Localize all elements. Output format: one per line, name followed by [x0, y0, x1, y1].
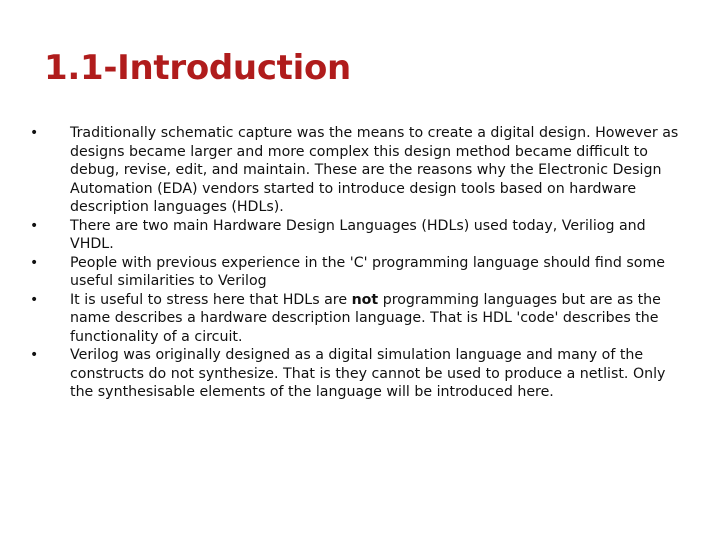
bullet-list: [30, 124, 680, 402]
bullet-text: People with previous experience in the 'C' programming language should find some useful similarities to Verilog: [70, 254, 665, 289]
bullet-dot-icon: •: [30, 291, 39, 308]
bullet-text: There are two main Hardware Design Languages (HDLs) used today, Veriliog and VHDL.: [70, 217, 646, 252]
slide-title: 1.1-Introduction: [44, 48, 351, 88]
bullet-item: [30, 217, 680, 254]
bullet-item: [30, 254, 680, 291]
bullet-dot-icon: •: [30, 125, 39, 141]
bullet-item: [30, 291, 680, 347]
bullet-item: [30, 346, 680, 402]
bullet-text-after: programming languages but are as the name describes a hardware description language. That is HDL 'code' describes the functionality of a circuit.: [70, 291, 661, 345]
bullet-item: [30, 124, 680, 217]
bullet-dot-icon: •: [30, 347, 39, 363]
bullet-dot-icon: •: [30, 254, 39, 271]
bullet-text-before: It is useful to stress here that HDLs are: [70, 291, 352, 308]
bullet-dot-icon: •: [30, 217, 39, 234]
bullet-text-bold: not: [351, 291, 379, 308]
bullet-text: Traditionally schematic capture was the means to create a digital design. However as designs became larger and more complex this design method became difficult to debug, revise, edit, and maintain. These are the reasons why the Electronic Design Automation (EDA) vendors started to introduce design tools based on hardware description languages (HDLs).: [70, 125, 679, 215]
bullet-text: Verilog was originally designed as a digital simulation language and many of the constructs do not synthesize. That is they cannot be used to produce a netlist. Only the synthesisable elements of the language will be introduced here.: [70, 347, 666, 400]
